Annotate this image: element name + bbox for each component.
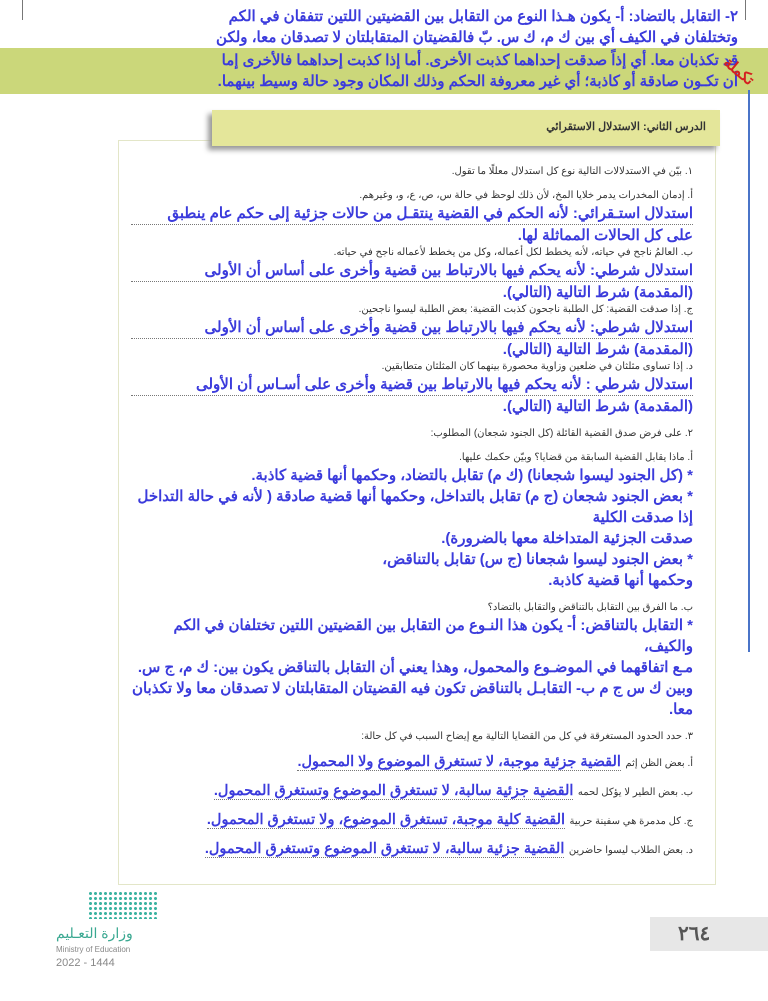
edition-year: 2022 - 1444 — [56, 957, 115, 969]
note-line: وتختلفان في الكيف أي بين ك م، ك س. بّ فالقضيتان المتقابلتان لا تصدقان معا، ولكن — [216, 29, 738, 46]
question-2: ٢. على فرض صدق القضية القائلة (كل الجنود شجعان) المطلوب: — [430, 428, 693, 439]
crop-mark — [745, 0, 746, 20]
item-text: ج. إذا صدقت القضية: كل الطلبة ناجحون كذبت القضية: بعض الطلبة ليسوا ناجحين. — [358, 304, 693, 315]
note-line: أن تكـون صادقة أو كاذبة؛ أي غير معروفة الحكم وذلك المكان وجود حالة وسيط بينهما. — [217, 73, 738, 90]
q3-item — [131, 839, 693, 860]
top-note — [0, 0, 768, 94]
answer-line: * التقابل بالتناقض: أ- يكون هذا النـوع من التقابل بين القضيتين اللتين تختلفان في الكم والكيف، — [173, 617, 693, 655]
ministry-name-en: Ministry of Education — [56, 945, 131, 954]
answer-line: * بعض الجنود ليسوا شجعانا (ج س) تقابل بالتناقض، — [382, 551, 693, 568]
item-text: أ. إدمان المخدرات يدمر خلايا المخ، لأن ذلك لوحظ في حالة س، ص، ع، و، وغيرهم. — [359, 190, 693, 201]
answer-line: وحكمها أنها قضية كاذبة. — [548, 572, 693, 589]
item-text: د. إذا تساوى مثلثان في ضلعين وزاوية محصورة بينهما كان المثلثان متطابقين. — [381, 361, 693, 372]
answer-line: صدقت الجزئية المتداخلة معها بالضرورة). — [441, 530, 693, 547]
answer-line: (المقدمة) شرط التالية (التالي). — [502, 284, 693, 301]
answer-line: (المقدمة) شرط التالية (التالي). — [502, 398, 693, 415]
exercise-frame — [118, 140, 716, 885]
lesson-header — [212, 110, 720, 146]
answer-line: على كل الحالات المماثلة لها. — [517, 227, 693, 244]
q3-item — [131, 781, 693, 802]
answer-line: مـع اتفاقهما في الموضـوع والمحمول، وهذا يعني أن التقابل بالتناقض يكون بين: ك م، ج س. — [137, 659, 693, 676]
item-text: ج. كل مدمرة هي سفينة حربية — [569, 816, 693, 827]
answer-line: استدلال شرطي : لأنه يحكم فيها بالارتباط بين قضية وأخرى على أسـاس أن الأولى — [131, 374, 693, 396]
connector-line — [748, 90, 750, 652]
item-text: أ. بعض الظن إثم — [625, 758, 693, 769]
answer-line: وبين ك س ج م ب- التقابـل بالتناقض تكون فيه القضيتان المتقابلتان لا تصدقان معا ولا تكذبان — [131, 680, 693, 697]
answer-line: القضية كلية موجبة، تستغرق الموضوع، ولا تستغرق المحمول. — [206, 812, 566, 828]
item-text: د. بعض الطلاب ليسوا حاضرين — [568, 845, 693, 856]
ministry-logo-icon — [88, 891, 158, 919]
answer-line: معا. — [668, 701, 693, 718]
answer-line: القضية جزئية سالبة، لا تستغرق الموضوع وتستغرق المحمول. — [204, 841, 565, 857]
answer-line: القضية جزئية سالبة، لا تستغرق الموضوع وتستغرق المحمول. — [213, 783, 574, 799]
page-number: ٢٦٤ — [678, 923, 711, 945]
page-footer — [0, 891, 768, 981]
continuation-label: تكملة — [720, 53, 758, 89]
item-text: أ. ماذا يقابل القضية السابقة من قضايا؟ وبيّن حكمك عليها. — [459, 452, 693, 463]
lesson-title: الدرس الثاني: الاستدلال الاستقرائي — [546, 121, 706, 133]
question-1: ١. بيّن في الاستدلالات التالية نوع كل استدلال معللًا ما تقول. — [451, 166, 693, 177]
page-number-box — [650, 917, 768, 951]
q3-item — [131, 810, 693, 831]
highlight-band — [0, 48, 768, 94]
item-text: ب. ما الفرق بين التقابل بالتناقض والتقابل بالتضاد؟ — [487, 602, 693, 613]
answer-line: استدلال شرطي: لأنه يحكم فيها بالارتباط بين قضية وأخرى على أساس أن الأولى — [131, 317, 693, 339]
note-line: قد تكذبان معا. أي إذاً صدقت إحداهما كذبت الأخرى. أما إذا كذبت إحداهما فالأخرى إما — [221, 52, 738, 69]
answer-line: القضية جزئية موجبة، لا تستغرق الموضوع ولا المحمول. — [297, 754, 621, 770]
note-line: ٢- التقابل بالتضاد: أ- يكون هـذا النوع من التقابل بين القضيتين اللتين تتفقان في الكم — [228, 8, 738, 25]
question-3: ٣. حدد الحدود المستغرقة في كل من القضايا التالية مع إيضاح السبب في كل حالة: — [361, 731, 693, 742]
answer-line: * بعض الجنود شجعان (ج م) تقابل بالتداخل، وحكمها أنها قضية صادقة ( لأنه في حالة التداخل إذا صدقت الكلية — [137, 488, 693, 526]
crop-mark — [22, 0, 23, 20]
answer-line: * (كل الجنود ليسوا شجعانا) (ك م) تقابل بالتضاد، وحكمها أنها قضية كاذبة. — [251, 467, 693, 484]
ministry-name-ar: وزارة التعـليم — [56, 925, 133, 941]
answer-line: استدلال شرطي: لأنه يحكم فيها بالارتباط بين قضية وأخرى على أساس أن الأولى — [131, 260, 693, 282]
item-text: ب. بعض الطير لا يؤكل لحمه — [577, 787, 693, 798]
answer-line: استدلال استـقرائي: لأنه الحكم في القضية ينتقـل من حالات جزئية إلى حكم عام ينطبق — [131, 203, 693, 225]
item-text: ب. العالمُ ناجح في حياته، لأنه يخطط لكل أعماله، وكل من يخطط لأعماله ناجح في حياته. — [333, 247, 693, 258]
answer-line: (المقدمة) شرط التالية (التالي). — [502, 341, 693, 358]
q3-item — [131, 752, 693, 773]
